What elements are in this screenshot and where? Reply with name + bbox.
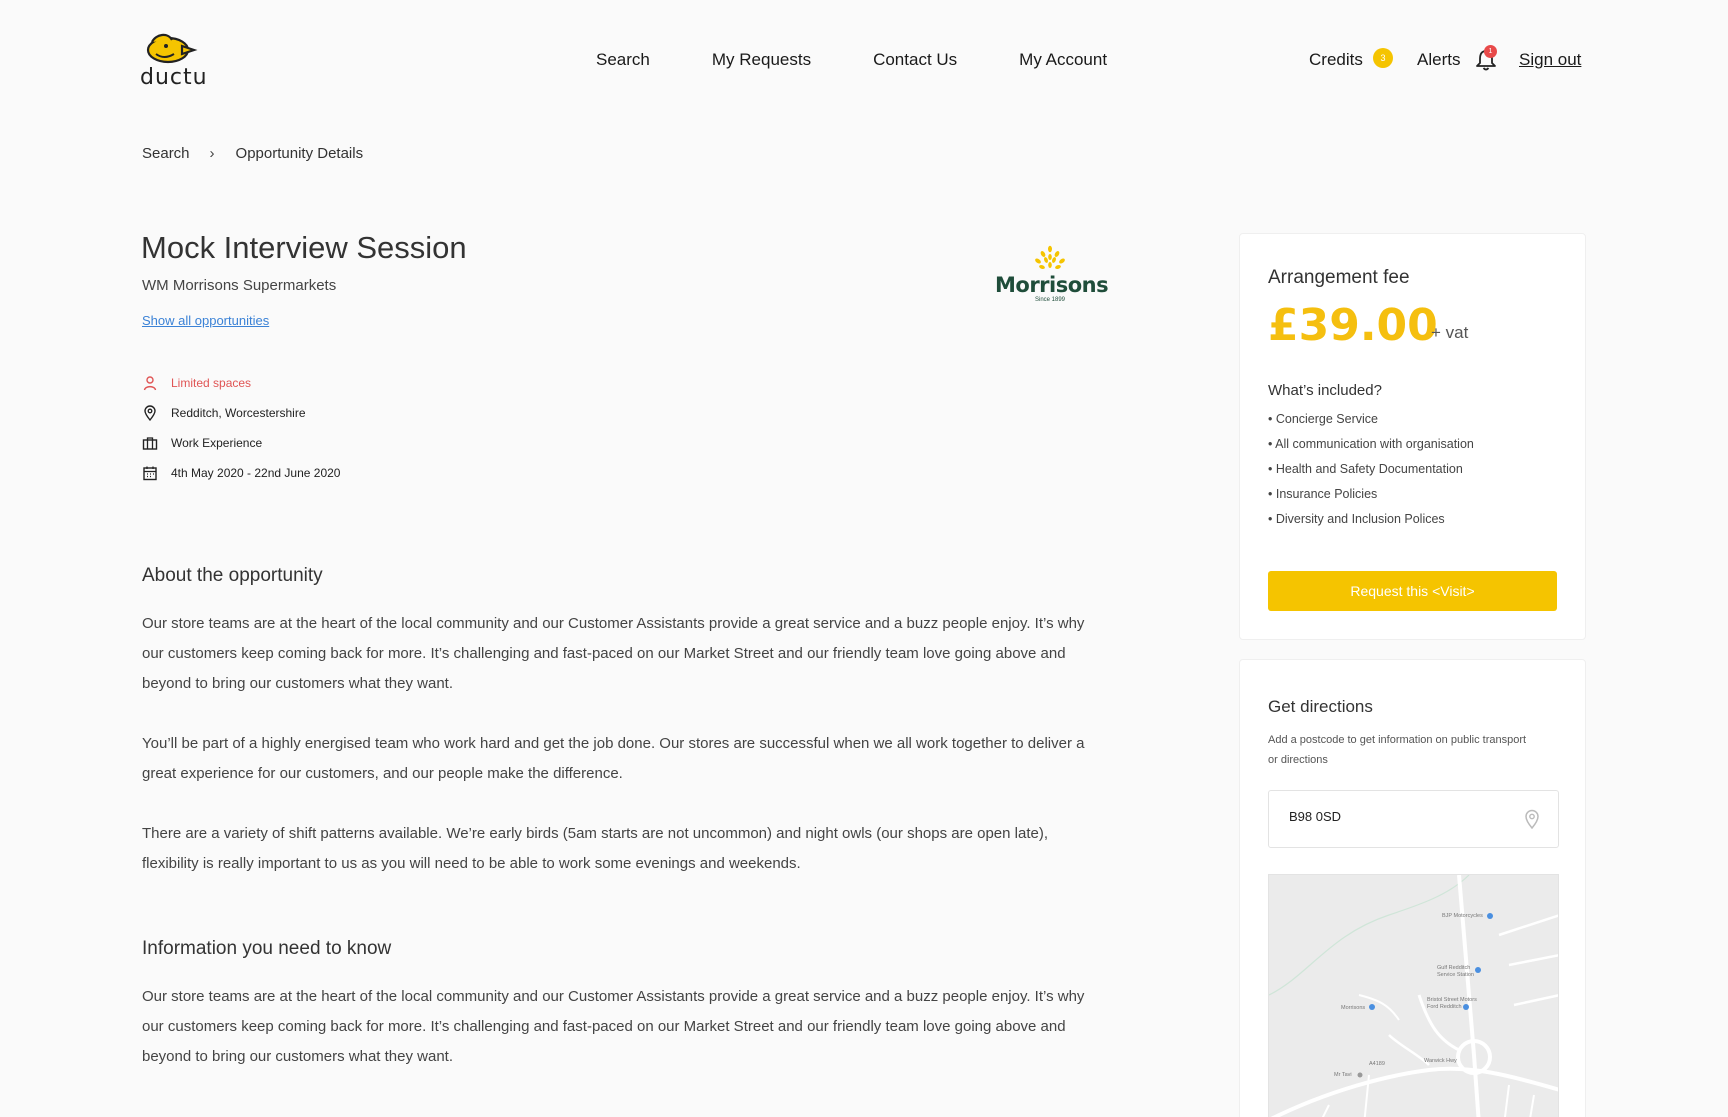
location-pin-icon [142, 405, 158, 421]
nav-search[interactable]: Search [596, 50, 650, 69]
alerts-badge: 1 [1484, 45, 1497, 58]
credits-link[interactable]: Credits [1309, 50, 1363, 69]
map-label: Bristol Street Motors Ford Redditch [1427, 997, 1477, 1010]
morrisons-wheat-icon [1030, 245, 1070, 275]
meta-dates [142, 458, 340, 488]
meta-dates-text: 4th May 2020 - 22nd June 2020 [171, 466, 341, 480]
meta-spaces-text: Limited spaces [171, 376, 252, 390]
about-paragraph-1: Our store teams are at the heart of the local community and our Customer Assistants provide a great service and a buzz people enjoy. It’s why our customers keep coming back for more. It’s challenging and fast-paced on our Market Street and our friendly team love going above and beyond to bring our customers what they want. [142, 615, 1085, 692]
meta-location-text: Redditch, Worcestershire [171, 406, 306, 420]
opportunity-meta [142, 368, 340, 488]
directions-heading: Get directions [1268, 697, 1373, 716]
breadcrumb [142, 145, 363, 162]
arrangement-fee-card [1239, 233, 1586, 640]
postcode-input[interactable] [1289, 809, 1509, 824]
nav-my-account[interactable]: My Account [1019, 50, 1108, 69]
nav-my-requests[interactable]: My Requests [711, 50, 812, 69]
directions-card [1239, 659, 1586, 1117]
included-heading: What’s included? [1268, 382, 1382, 399]
list-item: • Insurance Policies [1268, 487, 1378, 501]
main-nav [596, 50, 1107, 70]
list-item: • Health and Safety Documentation [1268, 462, 1463, 476]
list-item: • Concierge Service [1268, 412, 1378, 426]
directions-subtext: Add a postcode to get information on public transport or directions [1268, 734, 1527, 766]
about-paragraph-3: There are a variety of shift patterns available. We’re early birds (5am starts are not uncommon) and night owls (our shops are open late), flexibility is really important to us as you will need to be able to work some evenings and weekends. [142, 825, 1048, 872]
sign-out-link[interactable]: Sign out [1519, 50, 1582, 69]
morrisons-logo [995, 245, 1109, 305]
show-all-opportunities-link[interactable]: Show all opportunities [142, 313, 270, 328]
logo-text: ductu [140, 65, 208, 90]
fee-price: £39.00 [1268, 300, 1438, 351]
map-label: A4189 [1369, 1061, 1385, 1067]
list-item: • Diversity and Inclusion Polices [1268, 512, 1445, 526]
nav-contact-us[interactable]: Contact Us [873, 50, 958, 69]
page-title: Mock Interview Session [141, 230, 467, 265]
breadcrumb-separator: › [209, 145, 215, 162]
breadcrumb-search[interactable]: Search [142, 145, 190, 162]
map-label: Mr Tavi [1334, 1072, 1352, 1078]
fee-vat: + vat [1431, 323, 1469, 342]
organisation-name: WM Morrisons Supermarkets [142, 277, 337, 294]
map-view[interactable] [1268, 874, 1559, 1117]
map-label: Warwick Hwy [1424, 1058, 1457, 1064]
person-icon [142, 375, 158, 391]
credits-badge: 3 [1373, 48, 1393, 68]
postcode-field[interactable] [1268, 790, 1559, 848]
briefcase-icon [142, 435, 158, 451]
map-label: BJP Motorcycles [1442, 913, 1483, 919]
fee-label: Arrangement fee [1268, 267, 1410, 288]
info-paragraph-1: Our store teams are at the heart of the local community and our Customer Assistants provide a great service and a buzz people enjoy. It’s why our customers keep coming back for more. It’s challenging and fast-paced on our Market Street and our friendly team love going above and beyond to bring our customers what they want. [142, 988, 1085, 1065]
duck-logo-icon [142, 32, 198, 66]
ductu-logo[interactable] [140, 32, 210, 88]
meta-type [142, 428, 340, 458]
brand-name: Morrisons [995, 273, 1109, 297]
alerts-link[interactable]: Alerts [1417, 50, 1461, 69]
meta-type-text: Work Experience [171, 436, 263, 450]
map-pin-icon[interactable] [1523, 809, 1541, 829]
meta-spaces [142, 368, 340, 398]
map-label: Morrisons [1341, 1005, 1366, 1011]
about-heading: About the opportunity [142, 565, 323, 586]
breadcrumb-current: Opportunity Details [235, 145, 364, 162]
map-roads [1269, 875, 1559, 1117]
included-list [1268, 412, 1474, 537]
brand-since: Since 1899 [1034, 297, 1066, 303]
meta-location [142, 398, 340, 428]
request-visit-button[interactable]: Request this <Visit> [1268, 571, 1557, 611]
about-paragraph-2: You’ll be part of a highly energised team who work hard and get the job done. Our stores are successful when we all work together to deliver a great experience for our customers, and our people make the difference. [142, 735, 1085, 782]
info-heading: Information you need to know [142, 938, 392, 959]
calendar-icon [142, 465, 158, 481]
map-label: Gulf Redditch Service Station [1437, 965, 1474, 978]
list-item: • All communication with organisation [1268, 437, 1474, 451]
